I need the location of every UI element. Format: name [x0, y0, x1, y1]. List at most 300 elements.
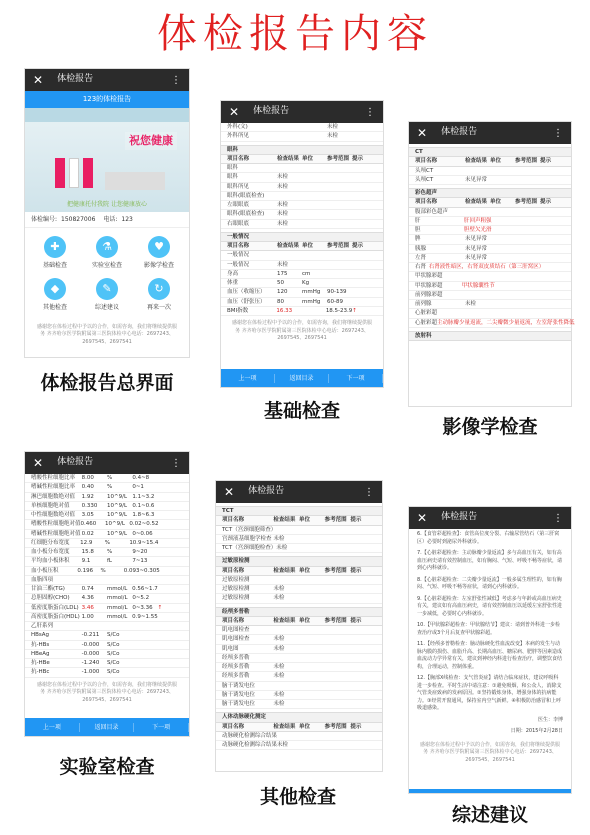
- table-cell: 主动脉瓣少量返流，二尖瓣微少量返流，左室舒张性降低: [437, 319, 575, 326]
- table-cell: 胆: [415, 227, 421, 233]
- table-cell: 175: [277, 270, 288, 277]
- table-cell: 0.56~1.7: [132, 586, 158, 592]
- table-cell: 未见异常: [465, 254, 488, 261]
- table-cell: [515, 167, 540, 175]
- table-cell: [160, 567, 183, 575]
- table-cell: [352, 261, 377, 269]
- table-cell: [158, 493, 183, 501]
- table-row: [25, 668, 189, 677]
- table-cell: 0.330: [81, 502, 98, 509]
- table-cell: [515, 208, 540, 216]
- table-cell: [490, 300, 515, 308]
- table-cell: 项目名称: [222, 723, 245, 730]
- table-cell: 参考范围: [327, 243, 350, 249]
- table-cell: %: [107, 549, 113, 555]
- table-cell: 眼科(眼底检查): [227, 192, 265, 199]
- table-cell: 1.92: [81, 493, 94, 500]
- table-cell: 单位: [490, 158, 502, 165]
- table-cell: [352, 270, 377, 278]
- table-row: [216, 594, 382, 603]
- table-row: [221, 183, 383, 192]
- table-cell: 淋巴细胞数绝对值: [31, 493, 76, 500]
- table-row: [221, 288, 383, 297]
- table-cell: [327, 173, 352, 181]
- table-cell: 脾: [415, 236, 421, 243]
- table-row: [216, 732, 382, 741]
- next-button[interactable]: 下一项: [134, 723, 189, 732]
- table-cell: [299, 654, 325, 662]
- phone-summary: ✕ 体检报告 ⋮ 123的体检报告 祝您健康 把健康托付我院 让您健康放心 体检编号: 150827006 电话: 123 ✚ 基础检查 ⚗ 实验室检查 ♥ 影像学检查 ◆ 其他检查 ✎ 综述建议 ↻ 再来一次 感谢您在体检过程中予以的合作，如需咨询，我们将继续提供服务 齐齐哈尔医学院附属第三医院体检中心电话：2697243、2697545、2697541: [24, 68, 190, 358]
- table-cell: 甲状腺彩超: [415, 273, 443, 280]
- table-cell: [352, 183, 377, 191]
- table-cell: -1.240: [81, 660, 100, 666]
- table-cell: [540, 300, 565, 308]
- table-cell: 胰腺: [415, 245, 427, 252]
- table-cell: 单位: [299, 567, 311, 574]
- prev-button[interactable]: 上一项: [25, 723, 80, 732]
- table-cell: 动脉硬化检测综合结果: [222, 742, 278, 748]
- table-cell: [516, 217, 541, 225]
- app-bar: ✕ 体检报告 ⋮: [409, 507, 571, 529]
- table-row: [221, 298, 383, 307]
- table-cell: BMI指数: [227, 307, 249, 314]
- app-bar: ✕ 体检报告 ⋮: [409, 122, 571, 144]
- footer-note: 感谢您在体检过程中予以的合作，如需咨询，我们将继续提供服务 齐齐哈尔医学院附属第三医院体检中心电话：2697243、2697545、2697541: [419, 741, 560, 763]
- table-row: [25, 548, 189, 557]
- close-icon[interactable]: ✕: [224, 485, 235, 499]
- table-row: [216, 741, 382, 750]
- menu-summary[interactable]: ✎ 综述建议: [81, 274, 133, 316]
- table-cell: 50: [277, 280, 284, 286]
- table-cell: [299, 672, 325, 680]
- table-cell: 抗-HBe: [31, 660, 50, 666]
- table-cell: [490, 167, 515, 175]
- table-row: [25, 613, 189, 622]
- table-cell: %: [107, 475, 113, 481]
- page-title: 体检报告内容: [157, 11, 433, 57]
- table-cell: [516, 226, 541, 234]
- table-cell: [299, 700, 325, 708]
- table-header: [216, 617, 382, 626]
- table-cell: 15.8: [81, 549, 94, 555]
- table-cell: [276, 526, 301, 534]
- table-row: [25, 539, 189, 548]
- app-bar: ✕ 体检报告 ⋮: [221, 101, 383, 123]
- hospital-sign: 祝您健康: [125, 132, 177, 151]
- table-cell: 0.74: [81, 586, 94, 592]
- table-cell: 脑干诱发电位: [222, 701, 256, 707]
- table-cell: [327, 210, 352, 218]
- more-icon[interactable]: ⋮: [364, 486, 374, 498]
- table-cell: %: [100, 567, 106, 574]
- table-row: [221, 192, 383, 201]
- table-cell: 10^9/L: [107, 502, 128, 509]
- more-icon[interactable]: ⋮: [171, 74, 181, 86]
- table-cell: 10^9/L: [107, 493, 128, 500]
- table-cell: 80: [277, 298, 284, 305]
- table-cell: [158, 631, 183, 639]
- table-row: [25, 483, 189, 492]
- phone-number: 123: [121, 215, 133, 223]
- table-cell: 心脏彩超: [415, 310, 438, 317]
- table-cell: 嗜碱性粒细胞绝对值: [31, 530, 81, 537]
- table-cell: [352, 173, 377, 181]
- table-cell: 前列腺: [415, 301, 432, 307]
- table-cell: [325, 691, 351, 699]
- table-row: [221, 164, 383, 173]
- table-cell: [327, 251, 352, 259]
- table-cell: [132, 668, 157, 676]
- table-cell: 血压（舒张压）: [227, 298, 266, 305]
- close-icon[interactable]: ✕: [417, 511, 428, 525]
- table-cell: [540, 272, 565, 280]
- table-cell: [350, 535, 376, 543]
- menu-basic[interactable]: ✚ 基础检查: [29, 232, 81, 274]
- more-icon[interactable]: ⋮: [365, 106, 375, 118]
- phone-basic: ✕ 体检报告 ⋮ 外科(文) 未检 外科所见 未检 眼科 项目名称 检查结果 单位 参考范围 提示 眼科 眼科 未检 眼科所见 未检 眼科(眼底检查) 左眼眼底 未检 眼科(眼底检查) 未检 右眼眼底 未检 一般情况 项目名称 检查结果 单位 参考范围 提示 一般情况 一般情况 未检 身高 175 cm 体重 50 Kg 血压（收缩压） 120 mmHg 90-139 血压（舒张压） 80 mmHg 60-89 BMI指数 16.33 18.5-23.9 ↑ 感谢您在体检过程中予以的合作，如需咨询，我们将继续提供服务 齐齐哈尔医学院附属第三医院体检中心电话：2697243、2697545、2697541 上一项 返回目录 下一项: [220, 100, 384, 388]
- table-cell: 一般情况: [227, 252, 250, 259]
- table-cell: 10^9/L: [104, 521, 125, 528]
- table-row: [25, 650, 189, 659]
- table-row: [25, 567, 189, 576]
- caption-lab: 实验室检查: [59, 756, 155, 778]
- table-cell: 项目名称: [222, 567, 245, 574]
- table-row: [25, 576, 189, 585]
- table-cell: [352, 164, 377, 172]
- table-cell: 未检: [327, 133, 339, 140]
- table-cell: HBeAg: [31, 650, 50, 657]
- table-cell: [299, 682, 325, 690]
- menu-other[interactable]: ◆ 其他检查: [29, 274, 81, 316]
- table-row: [216, 635, 382, 644]
- table-cell: 0~1: [132, 484, 144, 491]
- table-header: [216, 723, 382, 732]
- table-cell: [515, 254, 540, 262]
- table-cell: 1.8~6.3: [132, 512, 155, 518]
- toc-button[interactable]: 返回目录: [275, 374, 329, 383]
- table-row: [25, 585, 189, 594]
- table-row: [409, 309, 571, 318]
- table-row: [25, 622, 189, 631]
- table-cell: [158, 474, 183, 482]
- advice-paragraph: 12.【胸部X线检查：支气管炎症】请结合临床症状，建议呼吸科进一步检查。平时生活中请注意：①避免吸烟，和公众人，消除支气管炎症致病的发病原因。②坚持锻炼身体，增强身体的抗病能力。③经常开窗通风，保持室内空气新鲜。④积极防治感冒和上呼吸道感染。: [417, 675, 562, 711]
- table-cell: [302, 741, 327, 749]
- table-cell: 未检: [273, 691, 285, 698]
- table-cell: [158, 594, 183, 602]
- flask-icon: ⚗: [96, 236, 118, 258]
- table-cell: [158, 548, 183, 556]
- table-cell: 嗜酸性粒细胞绝对值: [31, 521, 81, 528]
- table-cell: 甘油三酯(TG): [31, 586, 65, 592]
- more-icon[interactable]: ⋮: [171, 457, 181, 469]
- table-row: [216, 544, 382, 553]
- table-cell: [515, 309, 540, 317]
- table-row: [25, 511, 189, 520]
- table-cell: [540, 176, 565, 184]
- advice-paragraph: 9.【心脏彩超检查：左室舒张性减低】考虑多与年龄或高血压病史有关，建议如有高血压病史，请有效控制血压以延缓左室舒张性进一步减低，必要时心内科就诊。: [417, 595, 563, 617]
- table-cell: 身高: [227, 270, 239, 277]
- table-cell: [490, 245, 515, 253]
- table-cell: 未检: [277, 202, 289, 208]
- more-icon[interactable]: ⋮: [553, 127, 563, 139]
- table-cell: 未检: [273, 673, 285, 680]
- table-cell: 检查结果: [273, 723, 296, 730]
- table-cell: [352, 201, 377, 209]
- table-cell: 0~3.36: [132, 604, 153, 611]
- table-cell: 检查结果: [277, 243, 300, 249]
- table-cell: 经颅多普勒: [222, 673, 250, 680]
- table-cell: [515, 291, 540, 299]
- table-row: [221, 251, 383, 260]
- table-cell: [299, 663, 325, 671]
- table-cell: 项目名称: [415, 158, 438, 165]
- table-row: [409, 300, 571, 309]
- table-cell: 参考范围: [324, 723, 347, 730]
- table-cell: [302, 261, 327, 269]
- table-cell: 项目名称: [222, 617, 245, 624]
- table-header: [409, 157, 571, 166]
- table-cell: [350, 585, 376, 593]
- table-cell: [515, 272, 540, 280]
- doctor-name: 医生：李博: [537, 716, 563, 723]
- table-cell: [352, 220, 377, 228]
- table-cell: [490, 291, 515, 299]
- table-cell: 未见异常: [465, 236, 488, 243]
- table-cell: 0.460: [80, 521, 97, 528]
- table-cell: 经颅多普勒: [222, 664, 250, 670]
- table-cell: [299, 635, 325, 643]
- close-icon[interactable]: ✕: [417, 126, 428, 140]
- table-cell: [495, 282, 518, 290]
- app-bar: ✕ 体检报告 ⋮: [25, 69, 189, 91]
- table-cell: 心脏彩超: [415, 319, 438, 326]
- table-row: [25, 493, 189, 502]
- table-row: [221, 307, 383, 316]
- table-row: [25, 520, 189, 529]
- table-cell: [352, 192, 377, 200]
- table-row: [221, 220, 383, 229]
- table-cell: 8.00: [81, 475, 94, 481]
- nav-buttons: [221, 369, 383, 387]
- table-cell: 参考范围: [515, 199, 538, 206]
- table-cell: S/Co: [107, 660, 120, 666]
- caption-imaging: 影像学检查: [442, 416, 538, 438]
- table-row: [409, 254, 571, 263]
- table-row: [221, 210, 383, 219]
- table-cell: 抗-HBs: [31, 641, 50, 648]
- table-cell: [558, 263, 565, 271]
- menu-again[interactable]: ↻ 再来一次: [133, 274, 185, 316]
- table-cell: S/Co: [107, 650, 120, 657]
- toc-button[interactable]: 返回目录: [80, 723, 135, 732]
- table-cell: 甲状腺囊性节: [461, 282, 495, 289]
- table-cell: [132, 659, 157, 667]
- table-header: [409, 198, 571, 207]
- next-button[interactable]: 下一项: [329, 374, 383, 383]
- table-cell: [302, 251, 327, 259]
- table-cell: 过敏原检测: [222, 576, 250, 583]
- table-row: [25, 474, 189, 483]
- table-cell: 未检: [277, 261, 289, 268]
- table-cell: 提示: [352, 155, 364, 162]
- advice-paragraph: 8.【心脏彩超检查：二尖瓣少量返流】一般多属生理性的，如有胸闷、气短、呼吸不畅等症状，请到心内科就诊。: [417, 576, 562, 590]
- table-cell: [465, 208, 490, 216]
- table-cell: [541, 217, 566, 225]
- table-cell: ↑: [352, 307, 357, 314]
- table-cell: [299, 626, 325, 634]
- caption-summary: 体检报告总界面: [40, 372, 174, 394]
- table-row: [25, 594, 189, 603]
- table-cell: 3.46: [81, 604, 94, 611]
- table-cell: 提示: [540, 158, 552, 165]
- table-cell: [326, 526, 351, 534]
- table-cell: [350, 672, 376, 680]
- table-cell: 3.05: [81, 512, 94, 518]
- table-cell: 提示: [352, 243, 364, 249]
- table-cell: 单位: [490, 199, 502, 206]
- table-cell: [327, 270, 352, 278]
- table-cell: [277, 251, 302, 259]
- prev-button[interactable]: 上一项: [221, 374, 275, 383]
- table-row: [221, 201, 383, 210]
- table-cell: [299, 585, 325, 593]
- table-cell: 血小板压积: [31, 567, 59, 574]
- table-cell: [325, 654, 351, 662]
- table-cell: [302, 220, 327, 228]
- table-cell: 参考范围: [324, 517, 347, 524]
- table-cell: 嗜碱性粒细胞比率: [31, 484, 76, 491]
- table-cell: 未检: [273, 636, 285, 643]
- table-row: [221, 261, 383, 270]
- table-cell: 未检: [465, 301, 477, 307]
- table-cell: [492, 217, 517, 225]
- table-cell: 参考范围: [324, 617, 347, 624]
- table-cell: [301, 526, 326, 534]
- table-row: [216, 700, 382, 709]
- table-cell: 眼科: [227, 165, 239, 171]
- table-cell: [132, 622, 157, 630]
- table-row: [221, 123, 383, 132]
- table-row: [216, 654, 382, 663]
- table-cell: [350, 626, 376, 634]
- menu-imaging[interactable]: ♥ 影像学检查: [133, 232, 185, 274]
- table-cell: [490, 309, 515, 317]
- table-cell: 9.1: [81, 558, 91, 565]
- table-cell: [540, 245, 565, 253]
- table-cell: [82, 622, 107, 630]
- table-cell: [327, 201, 352, 209]
- table-cell: [540, 208, 565, 216]
- menu-lab[interactable]: ⚗ 实验室检查: [81, 232, 133, 274]
- table-cell: 体重: [227, 280, 239, 286]
- table-cell: [158, 530, 183, 538]
- hero-image: [25, 108, 189, 212]
- table-cell: 肝: [415, 217, 421, 224]
- close-icon[interactable]: ✕: [229, 105, 240, 119]
- table-row: [409, 176, 571, 185]
- more-icon[interactable]: ⋮: [553, 512, 563, 524]
- table-cell: 抗-HBc: [31, 669, 50, 676]
- close-icon[interactable]: ✕: [33, 456, 44, 470]
- table-cell: [327, 220, 352, 228]
- table-cell: [350, 654, 376, 662]
- close-icon[interactable]: ✕: [33, 73, 44, 87]
- table-cell: [325, 700, 351, 708]
- table-cell: [158, 576, 183, 584]
- table-cell: 0.40: [81, 484, 94, 491]
- advice-paragraph: 6.【食管彩超检查】：食管高位度分裂、右输尿管结石（第三肝窝区）必要时到泌尿外科就诊。: [417, 531, 560, 545]
- table-cell: [158, 539, 183, 547]
- table-cell: 单核细胞绝对值: [31, 502, 70, 509]
- table-cell: [273, 626, 299, 634]
- table-cell: 0~0.06: [132, 530, 153, 537]
- table-cell: 乙肝系列: [31, 623, 54, 629]
- exam-id: 150827006: [61, 215, 96, 223]
- table-cell: 平均血小板体积: [31, 558, 70, 565]
- table-row: [409, 291, 571, 300]
- table-cell: [302, 201, 327, 209]
- table-cell: 右肾液性暗区，右肾双皮质结石（第三肝窝区）: [428, 264, 545, 270]
- table-cell: 嗜酸性粒细胞比率: [31, 475, 76, 481]
- table-cell: 检查结果: [273, 517, 296, 524]
- table-cell: [277, 164, 302, 172]
- table-cell: 未检: [277, 211, 289, 218]
- table-header: [221, 242, 383, 251]
- table-cell: 肌电图检查: [222, 636, 250, 643]
- table-cell: [327, 164, 352, 172]
- table-cell: 脑干诱发电位: [222, 682, 256, 689]
- table-cell: 项目名称: [415, 199, 438, 206]
- table-cell: 眼科(眼底检查): [227, 211, 265, 218]
- table-cell: mmol/L: [107, 604, 128, 611]
- table-cell: 未见异常: [465, 245, 488, 252]
- table-row: [409, 235, 571, 244]
- table-cell: 高密度脂蛋白(HDL): [31, 613, 80, 620]
- table-cell: 单位: [302, 243, 314, 249]
- table-cell: 未检: [276, 545, 288, 551]
- table-cell: [299, 594, 325, 602]
- table-cell: [325, 663, 351, 671]
- table-row: [216, 682, 382, 691]
- table-cell: [350, 645, 376, 653]
- table-cell: 提示: [350, 517, 362, 524]
- nav-buttons: [25, 718, 189, 736]
- table-cell: 提示: [350, 723, 362, 730]
- table-cell: [352, 210, 377, 218]
- table-cell: 1.1~3.2: [132, 493, 155, 500]
- table-cell: 单位: [302, 155, 314, 162]
- table-cell: [515, 245, 540, 253]
- table-cell: mmol/L: [106, 613, 128, 620]
- table-cell: [490, 254, 515, 262]
- table-cell: [540, 167, 565, 175]
- table-header: [216, 567, 382, 576]
- table-cell: %: [107, 484, 113, 491]
- table-cell: -0.211: [81, 632, 100, 639]
- table-cell: [541, 226, 566, 234]
- report-date: 日期：2015年2月28日: [510, 728, 563, 734]
- table-cell: [544, 263, 551, 271]
- table-cell: [540, 254, 565, 262]
- table-row: [25, 557, 189, 566]
- table-cell: 参考范围: [327, 155, 350, 162]
- table-cell: [325, 672, 351, 680]
- table-cell: 单位: [299, 617, 311, 624]
- refresh-icon: ↻: [148, 278, 170, 300]
- table-cell: [107, 622, 132, 630]
- table-cell: [299, 645, 325, 653]
- table-cell: [277, 192, 302, 200]
